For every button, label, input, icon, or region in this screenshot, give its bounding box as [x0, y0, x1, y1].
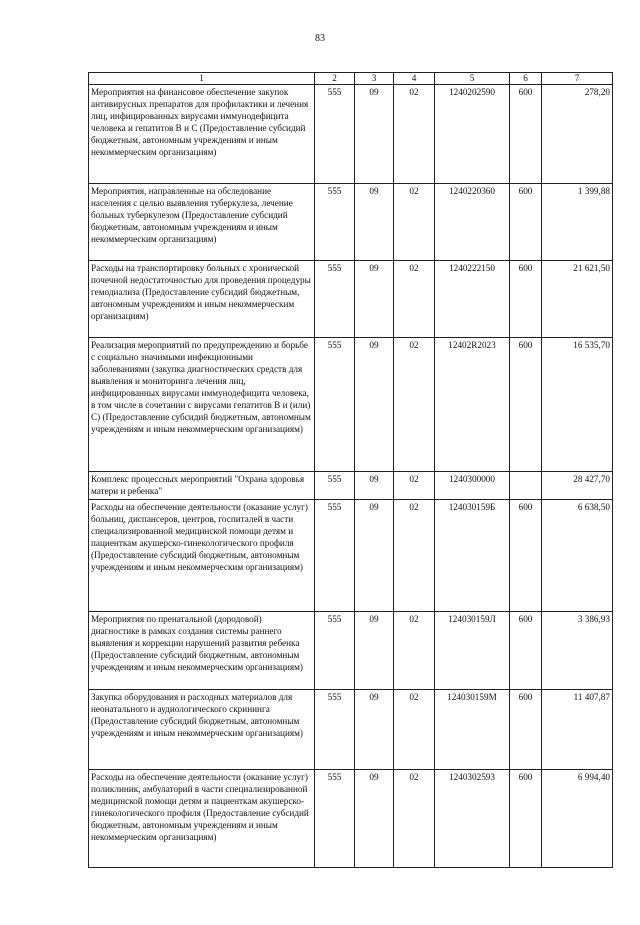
table-row [89, 770, 613, 868]
expense-name: Комплекс процессных мероприятий "Охрана здоровья матери и ребенка" [89, 472, 315, 500]
column-header: 4 [394, 73, 435, 85]
subsection-code: 02 [394, 612, 435, 690]
section-code: 09 [355, 690, 394, 770]
subsection-code: 02 [394, 184, 435, 261]
target-article-code: 1240302593 [435, 770, 510, 868]
subsection-code: 02 [394, 472, 435, 500]
grbs-code: 555 [315, 338, 355, 472]
amount: 16 535,70 [542, 338, 613, 472]
section-code: 09 [355, 261, 394, 338]
amount: 21 621,50 [542, 261, 613, 338]
column-header: 6 [510, 73, 542, 85]
subsection-code: 02 [394, 261, 435, 338]
target-article-code: 124030159Л [435, 612, 510, 690]
expense-type-code: 600 [510, 338, 542, 472]
expense-name: Расходы на обеспечение деятельности (оказание услуг) больниц, диспансеров, центров, госпиталей в части специализированной медицинской помощи детям и пациенткам акушерско-гинекологического профиля (Предоставление субсидий бюджетным, автономным учреждениям и иным некоммерческим организациям) [89, 500, 315, 612]
grbs-code: 555 [315, 472, 355, 500]
expense-name: Мероприятия на финансовое обеспечение закупок антивирусных препаратов для профилактики и лечения лиц, инфицированных вирусами иммунодефицита человека и гепатитов В и С (Предоставление субсидий бюджетным, автономным учреждениям и иным некоммерческим организациям) [89, 85, 315, 184]
subsection-code: 02 [394, 770, 435, 868]
grbs-code: 555 [315, 85, 355, 184]
grbs-code: 555 [315, 500, 355, 612]
section-code: 09 [355, 770, 394, 868]
subsection-code: 02 [394, 500, 435, 612]
table-row [89, 690, 613, 770]
table-row [89, 338, 613, 472]
amount: 1 399,88 [542, 184, 613, 261]
table-row [89, 612, 613, 690]
amount: 3 386,93 [542, 612, 613, 690]
column-header: 1 [89, 73, 315, 85]
target-article-code: 124030159Б [435, 500, 510, 612]
section-code: 09 [355, 85, 394, 184]
column-header: 5 [435, 73, 510, 85]
section-code: 09 [355, 338, 394, 472]
expense-name: Реализация мероприятий по предупреждению и борьбе с социально значимыми инфекционными заболеваниями (закупка диагностических средств для выявления и мониторинга лечения лиц, инфицированных вирусами иммунодефицита человека, в том числе в сочетании с вирусами гепатитов В и (или) С) (Предоставление субсидий бюджетным, автономным учреждениям и иным некоммерческим организациям) [89, 338, 315, 472]
target-article-code: 1240300000 [435, 472, 510, 500]
expense-type-code: 600 [510, 184, 542, 261]
subsection-code: 02 [394, 338, 435, 472]
grbs-code: 555 [315, 261, 355, 338]
target-article-code: 1240220360 [435, 184, 510, 261]
amount: 278,20 [542, 85, 613, 184]
expense-name: Мероприятия, направленные на обследование населения с целью выявления туберкулеза, лечение больных туберкулезом (Предоставление субсидий бюджетным, автономным учреждениям и иным некоммерческим организациям) [89, 184, 315, 261]
table-row [89, 500, 613, 612]
expense-name: Мероприятия по пренатальной (дородовой) диагностике в рамках создания системы раннего выявления и коррекции нарушений развития ребенка (Предоставление субсидий бюджетным, автономным учреждениям и иным некоммерческим организациям) [89, 612, 315, 690]
expense-type-code: 600 [510, 500, 542, 612]
expense-name: Закупка оборудования и расходных материалов для неонатального и аудиологического скрининга (Предоставление субсидий бюджетным, автономным учреждениям и иным некоммерческим организациям) [89, 690, 315, 770]
subsection-code: 02 [394, 690, 435, 770]
grbs-code: 555 [315, 690, 355, 770]
expense-type-code: 600 [510, 690, 542, 770]
section-code: 09 [355, 612, 394, 690]
target-article-code: 124030159М [435, 690, 510, 770]
expense-type-code: 600 [510, 770, 542, 868]
expense-type-code: 600 [510, 261, 542, 338]
amount: 28 427,70 [542, 472, 613, 500]
expense-type-code: 600 [510, 612, 542, 690]
grbs-code: 555 [315, 184, 355, 261]
budget-table [88, 72, 613, 868]
amount: 6 638,50 [542, 500, 613, 612]
table-row [89, 261, 613, 338]
target-article-code: 12402R2023 [435, 338, 510, 472]
column-header: 3 [355, 73, 394, 85]
expense-type-code [510, 472, 542, 500]
grbs-code: 555 [315, 770, 355, 868]
target-article-code: 1240222150 [435, 261, 510, 338]
subsection-code: 02 [394, 85, 435, 184]
expense-type-code: 600 [510, 85, 542, 184]
amount: 11 407,87 [542, 690, 613, 770]
header-row [89, 73, 613, 85]
target-article-code: 1240202590 [435, 85, 510, 184]
table-row [89, 85, 613, 184]
column-header: 2 [315, 73, 355, 85]
expense-name: Расходы на обеспечение деятельности (оказание услуг) поликлиник, амбулаторий в части специализированной медицинской помощи детям и пациенткам акушерско-гинекологического профиля (Предоставление субсидий бюджетным, автономным учреждениям и иным некоммерческим организациям) [89, 770, 315, 868]
section-code: 09 [355, 500, 394, 612]
column-header: 7 [542, 73, 613, 85]
section-code: 09 [355, 472, 394, 500]
expense-name: Расходы на транспортировку больных с хронической почечной недостаточностью для проведения процедуры гемодиализа (Предоставление субсидий бюджетным, автономным учреждениям и иным некоммерческим организациям) [89, 261, 315, 338]
table-row [89, 184, 613, 261]
grbs-code: 555 [315, 612, 355, 690]
page-number: 83 [315, 33, 325, 44]
table-row [89, 472, 613, 500]
section-code: 09 [355, 184, 394, 261]
amount: 6 994,40 [542, 770, 613, 868]
